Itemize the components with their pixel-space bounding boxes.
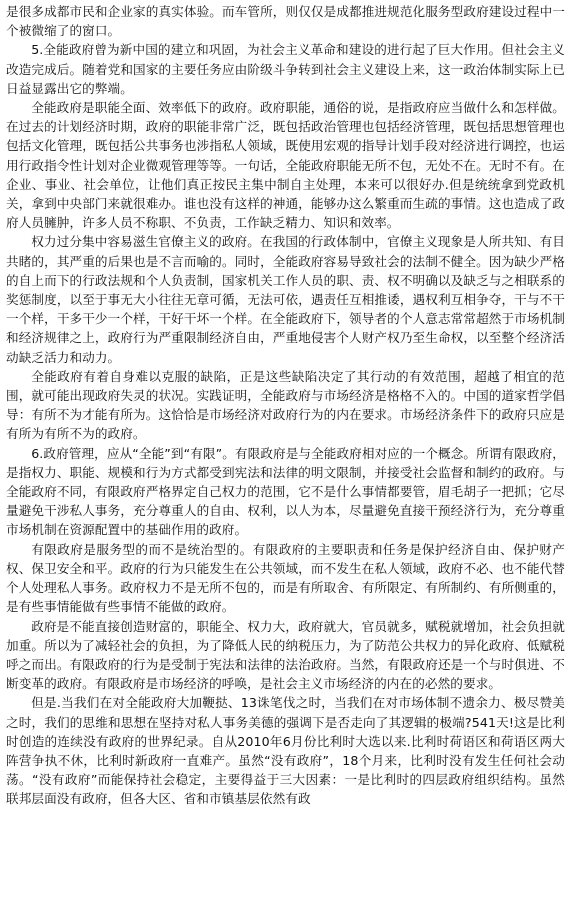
paragraph-2: 5.全能政府曾为新中国的建立和巩固，为社会主义革命和建设的进行起了巨大作用。但社会主义改造完成后。随着党和国家的主要任务应由阶级斗争转到社会主义建设上来，这一政治体制实际上已日益显露出它的弊端。 — [6, 42, 565, 96]
paragraph-1: 是很多成都市民和企业家的真实体验。而车管所，则仅仅是成都推进规范化服务型政府建设过程中一个被微缩了的窗口。 — [6, 4, 565, 39]
paragraph-8: 政府是不能直接创造财富的，职能全、权力大，政府就大，官员就多，赋税就增加，社会负担就加重。所以为了减轻社会的负担，为了降低人民的纳税压力，为了防范公共权力的异化政府、低赋税呼之而出。有限政府的行为是受制于宪法和法律的法治政府。当然，有限政府还是一个与时俱进、不断变革的政府。有限政府是市场经济的呼唤，是社会主义市场经济的内在的必然的要求。 — [6, 618, 565, 692]
paragraph-4: 权力过分集中容易滋生官僚主义的政府。在我国的行政体制中，官僚主义现象是人所共知、有目共睹的，其严重的后果也是不言而喻的。同时，全能政府容易导致社会的法制不健全。因为缺少严格的自上而下的行政法规和个人负责制，国家机关工作人员的职、责、权不明确以及缺乏与之相联系的奖惩制度，以至于事无大小往往无章可循，无法可依，遇责任互相推诿，遇权利互相争夺，干与不干一个样，干多干少一个样，干好干坏一个样。在全能政府下，领导者的个人意志常常超然于市场机制和经济规律之上，政府行为严重限制经济自由，严重地侵害个人财产权乃至生命权，以至整个经济活动缺乏活力和动力。 — [6, 234, 565, 365]
paragraph-5: 全能政府有着自身难以克服的缺陷，正是这些缺陷决定了其行动的有效范围，超越了相宜的范围，就可能出现政府失灵的状况。实践证明，全能政府与市场经济是格格不入的。中国的道家哲学倡导：有所不为才能有所为。这恰恰是市场经济对政府行为的内在要求。市场经济条件下的政府只应是有所为有所不为的政府。 — [6, 368, 565, 442]
paragraph-7: 有限政府是服务型的而不是统治型的。有限政府的主要职责和任务是保护经济自由、保护财产权、保卫安全和平。政府的行为只能发生在公共领域，而不发生在私人领域，政府不必、也不能代替个人处理私人事务。政府权力不是无所不包的，而是有所取舍、有所限定、有所制约、有所侧重的，是有些事情能做有些事情不能做的政府。 — [6, 541, 565, 615]
paragraph-9: 但是.当我们在对全能政府大加鞭挞、13诛笔伐之时，当我们在对市场体制不遗余力、极尽赞美之时，我们的思维和思想在坚持对私人事务美德的强调下是否走向了其逻辑的极端?541天!这是比利时创造的连续没有政府的世界纪录。自从2010年6月份比利时大选以来.比利时荷语区和荷语区两大阵营争执不休，比利时新政府一直难产。虽然“没有政府”，18个月来，比利时没有发生任何社会动荡。“没有政府”而能保持社会稳定，主要得益于三大因素：一是比利时的四层政府组织结构。虽然联邦层面没有政府，但各大区、省和市镇基层依然有政 — [6, 695, 565, 807]
paragraph-6: 6.政府管理，应从“全能”到“有限”。有限政府是与全能政府相对应的一个概念。所谓有限政府，是指权力、职能、规模和行为方式都受到宪法和法律的明文限制，并接受社会监督和制约的政府。与全能政府不同，有限政府严格界定自己权力的范围，它不是什么事情都要管，眉毛胡子一把抓；它尽量避免干涉私人事务，充分尊重人的自由、权利，以人为本，尽量避免直接干预经济行为，充分尊重市场机制在资源配置中的基础作用的政府。 — [6, 445, 565, 538]
paragraph-3: 全能政府是职能全面、效率低下的政府。政府职能，通俗的说，是指政府应当做什么和怎样做。在过去的计划经济时期，政府的职能非常广泛，既包括政治管理也包括经济管理，既包括思想管理也包括文化管理，既包括公共事务也涉指私人领域，既使用宏观的指导计划手段对经济进行调控，也运用行政指令性计划对企业微观管理等等。一句话，全能政府职能无所不包，无处不在。无时不有。在企业、事业、社会单位，让他们真正按民主集中制自主处理，本来可以很好办.但是统统拿到党政机关，拿到中央部门来就很难办。谁也没有这样的神通，能够办这么繁重而生疏的事情。这也造成了政府人员臃肿，许多人员不称职、不负责，工作缺乏精力、知识和效率。 — [6, 100, 565, 231]
